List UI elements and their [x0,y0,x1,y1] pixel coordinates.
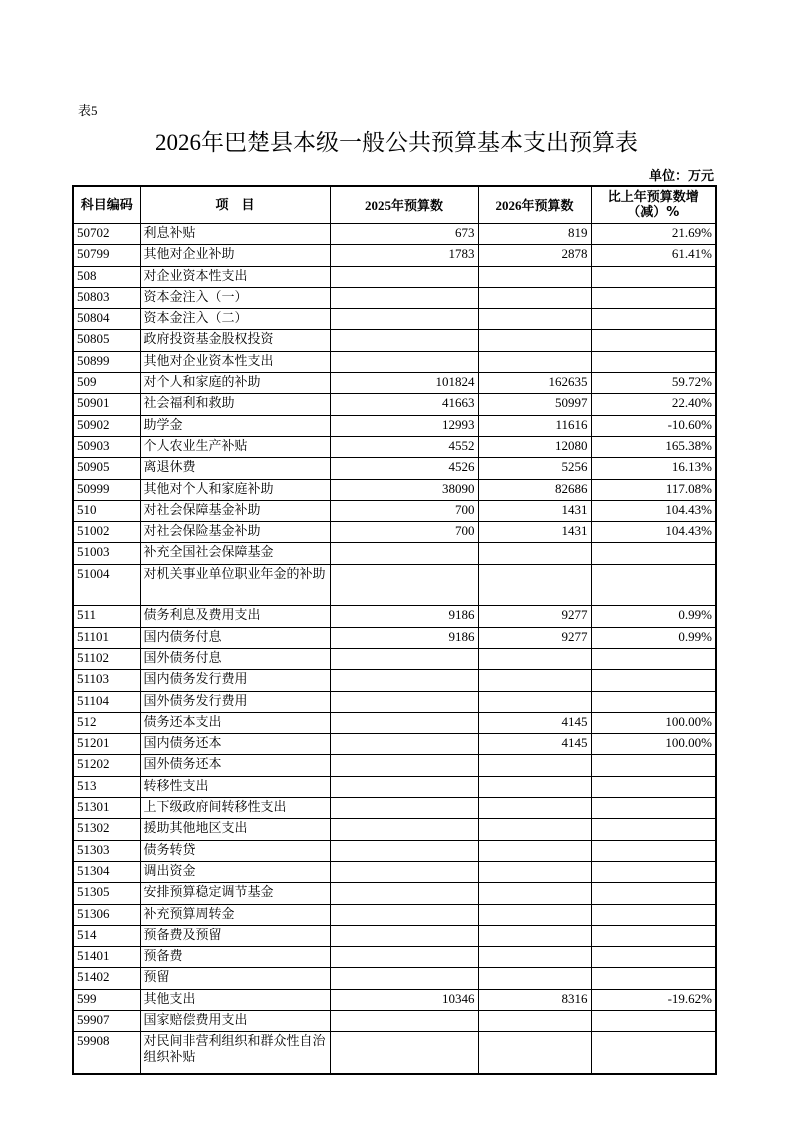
table-row [73,479,716,500]
page-title: 2026年巴楚县本级一般公共预算基本支出预算表 [155,130,638,155]
row-budget-2025: 12993 [330,415,478,436]
row-budget-2025: 41663 [330,394,478,415]
table-row [73,330,716,351]
row-budget-2025 [330,648,478,669]
table-row [73,543,716,564]
row-budget-2025 [330,925,478,946]
row-budget-2025: 4526 [330,458,478,479]
row-code: 51302 [73,819,140,840]
row-code: 51401 [73,947,140,968]
row-item: 国内债务发行费用 [140,670,330,691]
row-budget-2025 [330,287,478,308]
table-row [73,776,716,797]
row-budget-2026 [478,351,591,372]
row-item: 资本金注入（一） [140,287,330,308]
table-row [73,436,716,457]
row-item: 补充预算周转金 [140,904,330,925]
row-change-pct: 100.00% [591,712,716,733]
row-budget-2025: 38090 [330,479,478,500]
row-budget-2025 [330,351,478,372]
header-change-pct: 比上年预算数增（减）% [591,186,716,224]
table-row [73,245,716,266]
row-budget-2025 [330,564,478,606]
table-row [73,734,716,755]
row-code: 51101 [73,627,140,648]
row-change-pct [591,925,716,946]
budget-table [72,185,717,1075]
row-code: 50799 [73,245,140,266]
row-change-pct [591,947,716,968]
row-change-pct [591,819,716,840]
row-code: 50901 [73,394,140,415]
row-budget-2026: 11616 [478,415,591,436]
table-row [73,606,716,627]
row-code: 59907 [73,1010,140,1031]
row-budget-2026 [478,755,591,776]
row-budget-2026 [478,861,591,882]
row-code: 51201 [73,734,140,755]
row-budget-2026 [478,330,591,351]
table-row [73,798,716,819]
row-code: 59908 [73,1032,140,1074]
row-budget-2025 [330,904,478,925]
row-code: 51104 [73,691,140,712]
table-row [73,819,716,840]
row-change-pct [591,1010,716,1031]
row-budget-2026 [478,1010,591,1031]
row-budget-2025 [330,798,478,819]
table-number: 表5 [78,103,98,118]
table-row [73,925,716,946]
row-item: 其他支出 [140,989,330,1010]
row-item: 国内债务付息 [140,627,330,648]
row-item: 资本金注入（二） [140,309,330,330]
row-item: 国家赔偿费用支出 [140,1010,330,1031]
row-code: 50999 [73,479,140,500]
row-item: 助学金 [140,415,330,436]
row-budget-2025 [330,691,478,712]
row-change-pct [591,564,716,606]
row-budget-2026 [478,648,591,669]
row-code: 51306 [73,904,140,925]
row-budget-2026: 82686 [478,479,591,500]
row-item: 预备费及预留 [140,925,330,946]
row-item: 债务转贷 [140,840,330,861]
table-row [73,351,716,372]
row-budget-2026 [478,798,591,819]
row-item: 对企业资本性支出 [140,266,330,287]
row-budget-2026: 2878 [478,245,591,266]
row-code: 599 [73,989,140,1010]
row-change-pct: 165.38% [591,436,716,457]
row-item: 国外债务发行费用 [140,691,330,712]
row-item: 对社会保险基金补助 [140,522,330,543]
row-code: 51305 [73,883,140,904]
row-budget-2025: 1783 [330,245,478,266]
row-code: 510 [73,500,140,521]
row-budget-2026: 1431 [478,500,591,521]
row-item: 对个人和家庭的补助 [140,373,330,394]
table-row [73,755,716,776]
row-budget-2025: 673 [330,224,478,245]
row-change-pct [591,968,716,989]
row-code: 50803 [73,287,140,308]
row-budget-2026: 12080 [478,436,591,457]
row-budget-2025: 700 [330,500,478,521]
row-budget-2025 [330,734,478,755]
table-row [73,522,716,543]
row-budget-2026: 1431 [478,522,591,543]
table-row [73,648,716,669]
row-change-pct [591,648,716,669]
row-budget-2025 [330,883,478,904]
table-row [73,394,716,415]
row-code: 509 [73,373,140,394]
row-item: 转移性支出 [140,776,330,797]
row-change-pct: 104.43% [591,522,716,543]
row-budget-2026 [478,819,591,840]
row-budget-2026 [478,968,591,989]
row-change-pct: 0.99% [591,627,716,648]
row-code: 513 [73,776,140,797]
row-budget-2026: 50997 [478,394,591,415]
table-row [73,712,716,733]
row-budget-2025: 9186 [330,606,478,627]
row-item: 国外债务付息 [140,648,330,669]
row-change-pct [591,670,716,691]
table-row [73,1010,716,1031]
row-change-pct: 61.41% [591,245,716,266]
table-row [73,904,716,925]
row-item: 其他对企业资本性支出 [140,351,330,372]
row-code: 50902 [73,415,140,436]
table-row [73,968,716,989]
row-budget-2025 [330,266,478,287]
table-row [73,266,716,287]
row-change-pct [591,330,716,351]
row-item: 政府投资基金股权投资 [140,330,330,351]
unit-label: 单位：万元 [648,169,714,184]
row-item: 利息补贴 [140,224,330,245]
row-change-pct [591,543,716,564]
header-item: 项 目 [140,186,330,224]
row-item: 调出资金 [140,861,330,882]
row-change-pct: 21.69% [591,224,716,245]
row-budget-2025 [330,712,478,733]
table-row [73,287,716,308]
row-code: 512 [73,712,140,733]
row-budget-2025 [330,543,478,564]
table-row [73,224,716,245]
row-change-pct [591,883,716,904]
row-budget-2025 [330,330,478,351]
row-code: 511 [73,606,140,627]
table-row [73,989,716,1010]
row-budget-2026 [478,543,591,564]
row-budget-2025: 700 [330,522,478,543]
row-code: 50805 [73,330,140,351]
row-budget-2025 [330,1010,478,1031]
row-change-pct: -10.60% [591,415,716,436]
row-budget-2026 [478,883,591,904]
row-change-pct: 59.72% [591,373,716,394]
table-row [73,627,716,648]
row-budget-2025 [330,840,478,861]
row-budget-2026 [478,266,591,287]
header-budget-2025: 2025年预算数 [330,186,478,224]
row-item: 国内债务还本 [140,734,330,755]
table-row [73,947,716,968]
row-item: 安排预算稳定调节基金 [140,883,330,904]
row-budget-2026: 8316 [478,989,591,1010]
row-change-pct: 104.43% [591,500,716,521]
row-budget-2026 [478,691,591,712]
row-budget-2025 [330,819,478,840]
row-code: 508 [73,266,140,287]
row-code: 51402 [73,968,140,989]
row-budget-2025 [330,1032,478,1074]
row-item: 其他对个人和家庭补助 [140,479,330,500]
row-change-pct [591,287,716,308]
row-change-pct [591,798,716,819]
row-code: 51003 [73,543,140,564]
table-row [73,883,716,904]
table-row [73,1032,716,1074]
row-code: 50905 [73,458,140,479]
row-budget-2026 [478,947,591,968]
table-row [73,500,716,521]
row-budget-2025 [330,968,478,989]
row-item: 其他对企业补助 [140,245,330,266]
row-budget-2025 [330,776,478,797]
table-row [73,415,716,436]
table-row [73,309,716,330]
row-budget-2025 [330,861,478,882]
row-item: 债务还本支出 [140,712,330,733]
row-budget-2026 [478,840,591,861]
row-code: 50702 [73,224,140,245]
row-budget-2026 [478,670,591,691]
row-code: 51304 [73,861,140,882]
row-change-pct [591,309,716,330]
row-change-pct [591,266,716,287]
row-item: 离退休费 [140,458,330,479]
row-budget-2026: 5256 [478,458,591,479]
row-budget-2026: 162635 [478,373,591,394]
row-code: 50804 [73,309,140,330]
row-code: 51004 [73,564,140,606]
row-budget-2026 [478,564,591,606]
row-code: 51202 [73,755,140,776]
table-row [73,670,716,691]
table-row [73,861,716,882]
header-code: 科目编码 [73,186,140,224]
table-header-row [73,186,716,224]
row-budget-2025: 10346 [330,989,478,1010]
table-row [73,564,716,606]
header-budget-2026: 2026年预算数 [478,186,591,224]
table-row [73,691,716,712]
row-change-pct [591,755,716,776]
row-change-pct: 117.08% [591,479,716,500]
row-item: 国外债务还本 [140,755,330,776]
row-change-pct [591,861,716,882]
row-budget-2025 [330,755,478,776]
row-budget-2025 [330,309,478,330]
row-code: 514 [73,925,140,946]
row-budget-2025: 4552 [330,436,478,457]
row-budget-2026 [478,309,591,330]
row-budget-2025: 9186 [330,627,478,648]
row-item: 个人农业生产补贴 [140,436,330,457]
row-budget-2026: 9277 [478,627,591,648]
table-row [73,373,716,394]
row-code: 51102 [73,648,140,669]
row-item: 社会福利和救助 [140,394,330,415]
row-budget-2025: 101824 [330,373,478,394]
row-item: 对民间非营利组织和群众性自治组织补贴 [140,1032,330,1074]
row-item: 对社会保障基金补助 [140,500,330,521]
row-change-pct: -19.62% [591,989,716,1010]
row-item: 援助其他地区支出 [140,819,330,840]
row-budget-2026: 819 [478,224,591,245]
row-change-pct [591,776,716,797]
row-item: 上下级政府间转移性支出 [140,798,330,819]
row-code: 51303 [73,840,140,861]
row-budget-2025 [330,947,478,968]
table-body [73,224,716,1074]
row-change-pct [591,351,716,372]
row-code: 51301 [73,798,140,819]
row-budget-2026 [478,904,591,925]
row-budget-2026: 4145 [478,712,591,733]
row-budget-2026: 9277 [478,606,591,627]
row-budget-2026 [478,1032,591,1074]
row-change-pct [591,1032,716,1074]
row-item: 预留 [140,968,330,989]
row-item: 预备费 [140,947,330,968]
row-change-pct: 22.40% [591,394,716,415]
row-item: 补充全国社会保障基金 [140,543,330,564]
row-budget-2025 [330,670,478,691]
row-budget-2026 [478,925,591,946]
row-code: 50903 [73,436,140,457]
row-change-pct: 0.99% [591,606,716,627]
row-change-pct [591,691,716,712]
row-code: 51103 [73,670,140,691]
row-budget-2026: 4145 [478,734,591,755]
row-code: 51002 [73,522,140,543]
row-change-pct: 16.13% [591,458,716,479]
row-change-pct [591,904,716,925]
row-item: 对机关事业单位职业年金的补助 [140,564,330,606]
row-budget-2026 [478,287,591,308]
table-row [73,458,716,479]
row-budget-2026 [478,776,591,797]
row-change-pct: 100.00% [591,734,716,755]
row-item: 债务利息及费用支出 [140,606,330,627]
table-row [73,840,716,861]
row-change-pct [591,840,716,861]
row-code: 50899 [73,351,140,372]
